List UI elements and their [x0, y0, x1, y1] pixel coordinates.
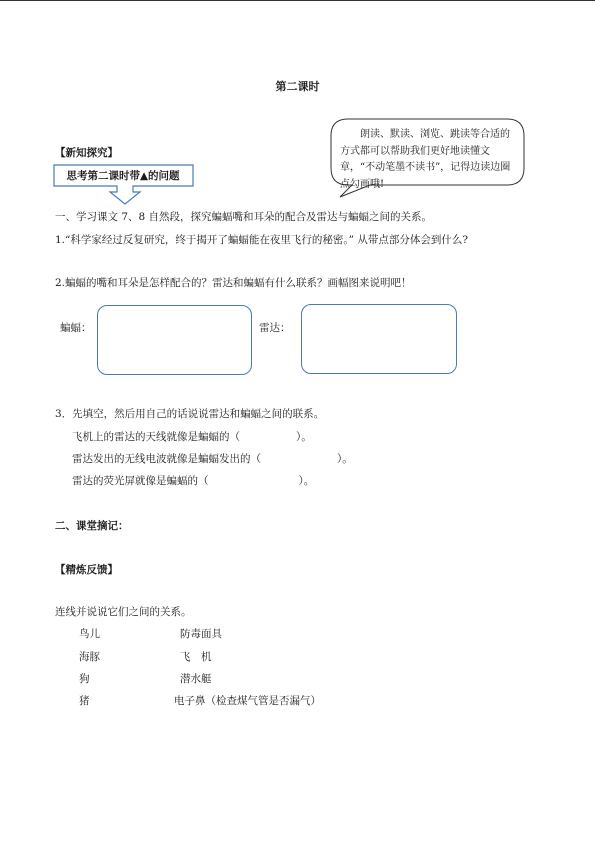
new-knowledge-header: 【新知探究】: [55, 147, 118, 159]
fill-line-3: [72, 475, 314, 488]
fill-line-3-after: ）。: [298, 475, 315, 487]
radar-drawing-box[interactable]: [301, 304, 457, 374]
left-item-4[interactable]: 猪: [79, 695, 90, 707]
fill-line-2-before: 雷达发出的无线电波就像是蝙蝠发出的（: [72, 453, 261, 465]
question-3: 3．先填空，然后用自己的话说说雷达和蝙蝠之间的联系。: [55, 408, 325, 420]
section2-header: 二、课堂摘记：: [55, 520, 129, 532]
right-item-4[interactable]: 电子鼻（检查煤气管是否漏气）: [174, 695, 321, 707]
fill-line-2-after: ）。: [337, 453, 353, 465]
banner-text: 思考第二课时带▲的问题: [66, 170, 180, 182]
section1-intro: 一、学习课文 7、8 自然段，探究蝙蝠嘴和耳朵的配合及雷达与蝙蝠之间的关系。: [55, 211, 433, 223]
practice-header: 【精炼反馈】: [55, 564, 118, 576]
fill-line-1-before: 飞机上的雷达的天线就像是蝙蝠的（: [72, 431, 240, 443]
left-item-1[interactable]: 鸟儿: [79, 628, 100, 640]
bat-label: 蝙蝠：: [60, 322, 92, 334]
page-title: 第二课时: [275, 80, 320, 93]
bubble-text: 朗读、默读、浏览、跳读等合适的方式都可以帮助我们更好地读懂文章，“不动笔墨不读书”，记得边读边圈点勾画哦!: [340, 129, 511, 190]
left-item-2[interactable]: 海豚: [79, 651, 100, 663]
question-1: 1.“科学家经过反复研究，终于揭开了蝙蝠能在夜里飞行的秘密。” 从带点部分体会到什么?: [55, 234, 468, 246]
left-item-3[interactable]: 狗: [79, 673, 90, 685]
fill-line-3-before: 雷达的荧光屏就像是蝙蝠的（: [72, 475, 209, 487]
fill-line-1: [72, 431, 312, 444]
question-2: 2.蝙蝠的嘴和耳朵是怎样配合的？雷达和蝙蝠有什么联系？画幅图来说明吧！: [55, 277, 412, 289]
radar-label: 雷达：: [259, 322, 291, 334]
practice-instruction: 连线并说说它们之间的关系。: [55, 606, 192, 618]
right-item-3[interactable]: 潜水艇: [180, 673, 212, 685]
bat-drawing-box[interactable]: [97, 305, 252, 375]
page-top-rule: [0, 0, 595, 1]
right-item-1[interactable]: 防毒面具: [180, 628, 222, 640]
right-item-2[interactable]: 飞 机: [180, 651, 212, 663]
fill-line-1-after: ）。: [296, 431, 312, 443]
fill-line-2: [72, 453, 353, 466]
